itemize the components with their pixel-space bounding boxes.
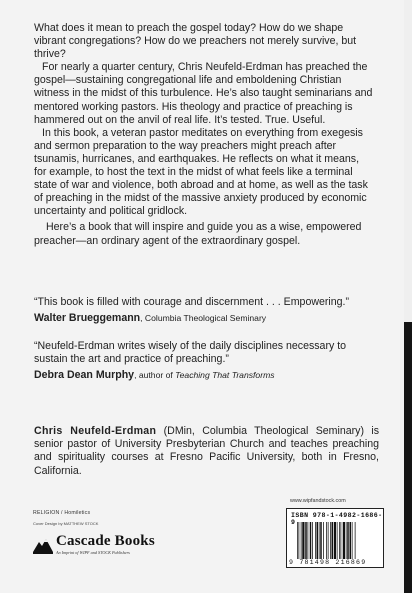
blurb-paragraph-1: What does it mean to preach the gospel today? How do we shape vibrant congregations? How do we preachers not merely survive, but thrive? xyxy=(34,22,357,61)
bio-text: (DMin, Columbia Theological Seminary) is senior pastor of University Presbyterian Church and teaches preaching and spirituality courses at Fresno Pacific University, both in Fresno, California. xyxy=(34,425,379,477)
barcode-bar xyxy=(301,522,302,559)
barcode-bar xyxy=(339,522,340,559)
endorser-name: Walter Brueggemann xyxy=(34,312,141,325)
isbn-text: ISBN 978-1-4982-1686-9 xyxy=(291,512,383,526)
book-category: RELIGION / Homiletics xyxy=(33,510,91,516)
endorser-affiliation xyxy=(134,370,274,380)
endorser-affiliation-prefix: , author of xyxy=(134,370,176,381)
endorsement-1 xyxy=(34,296,379,325)
barcode-bar xyxy=(320,522,322,559)
barcode-bar xyxy=(334,522,336,559)
barcode-bar xyxy=(347,522,349,559)
barcode-bar xyxy=(352,522,353,559)
cover-credit: Cover Design by MATTHEW STOCK xyxy=(33,521,99,526)
publisher-name: Cascade Books xyxy=(56,533,155,549)
blurb-paragraph-3: In this book, a veteran pastor meditates on everything from exegesis and sermon preparation to the way preachers might preach after tsunamis, hurricanes, and earthquakes. He reflects on what it means, for example, to host the text in the midst of what feels like a terminal state of war and violence, both abroad and at home, as well as the task of preaching in the midst of the massive anxiety produced by economic uncertainty and political gridlock. xyxy=(34,126,368,218)
barcode-bar xyxy=(319,522,320,559)
barcode-bar xyxy=(343,522,345,559)
barcode-bar xyxy=(312,522,313,559)
endorsement-attribution xyxy=(34,369,379,382)
barcode-bar xyxy=(308,522,309,559)
endorser-book-title: Teaching That Transforms xyxy=(175,370,275,381)
barcode-bar xyxy=(341,522,342,559)
blurb-paragraph-2: For nearly a quarter century, Chris Neufeld-Erdman has preached the gospel—sustaining congregational life and emboldening Christian witness in the midst of this turbulence. He’s also taught seminarians and mentored working pastors. His theology and practice of preaching is hammered out on the anvil of real life. It’s tested. True. Useful. xyxy=(34,61,373,126)
barcode-bar xyxy=(305,522,307,559)
bio-author-name: Chris Neufeld-Erdman xyxy=(34,425,157,437)
barcode-bar xyxy=(328,522,329,559)
endorsement-quote: “This book is filled with courage and discernment . . . Empowering.” xyxy=(34,296,350,308)
barcode-bar xyxy=(315,522,316,559)
blurb-paragraph-4: Here’s a book that will inspire and guide you as a wise, empowered preacher—an ordinary agent of the extraordinary gospel. xyxy=(34,221,362,247)
endorser-name: Debra Dean Murphy xyxy=(34,369,135,382)
mountain-logo-icon xyxy=(33,536,53,554)
barcode-bar xyxy=(317,522,319,559)
endorsement-quote: “Neufeld-Erdman writes wisely of the daily disciplines necessary to sustain the art and practice of preaching.” xyxy=(34,340,347,366)
endorsement-attribution xyxy=(34,312,379,325)
barcode-bar xyxy=(302,522,304,559)
endorser-affiliation: , Columbia Theological Seminary xyxy=(140,313,267,324)
blurb xyxy=(34,22,374,248)
author-bio xyxy=(34,425,379,478)
barcode-bar xyxy=(323,522,324,559)
barcode-number: 9 781498 216869 xyxy=(289,559,367,566)
barcode-bar xyxy=(297,522,298,559)
barcode-bar xyxy=(355,522,356,559)
publisher-imprint: An Imprint of WIPF and STOCK Publishers xyxy=(56,550,130,555)
publisher-website: www.wipfandstock.com xyxy=(290,498,346,504)
isbn-barcode xyxy=(286,508,384,568)
barcode-bar xyxy=(337,522,338,559)
barcode-bar xyxy=(350,522,352,559)
publisher-block xyxy=(33,534,155,555)
spine-edge xyxy=(404,322,412,593)
barcode-bar xyxy=(299,522,300,559)
endorsement-2 xyxy=(34,340,379,383)
barcode-bars xyxy=(297,522,381,559)
barcode-bar xyxy=(330,522,331,559)
barcode-bar xyxy=(332,522,334,559)
barcode-bar xyxy=(346,522,347,559)
barcode-bar xyxy=(326,522,327,559)
barcode-bar xyxy=(310,522,312,559)
